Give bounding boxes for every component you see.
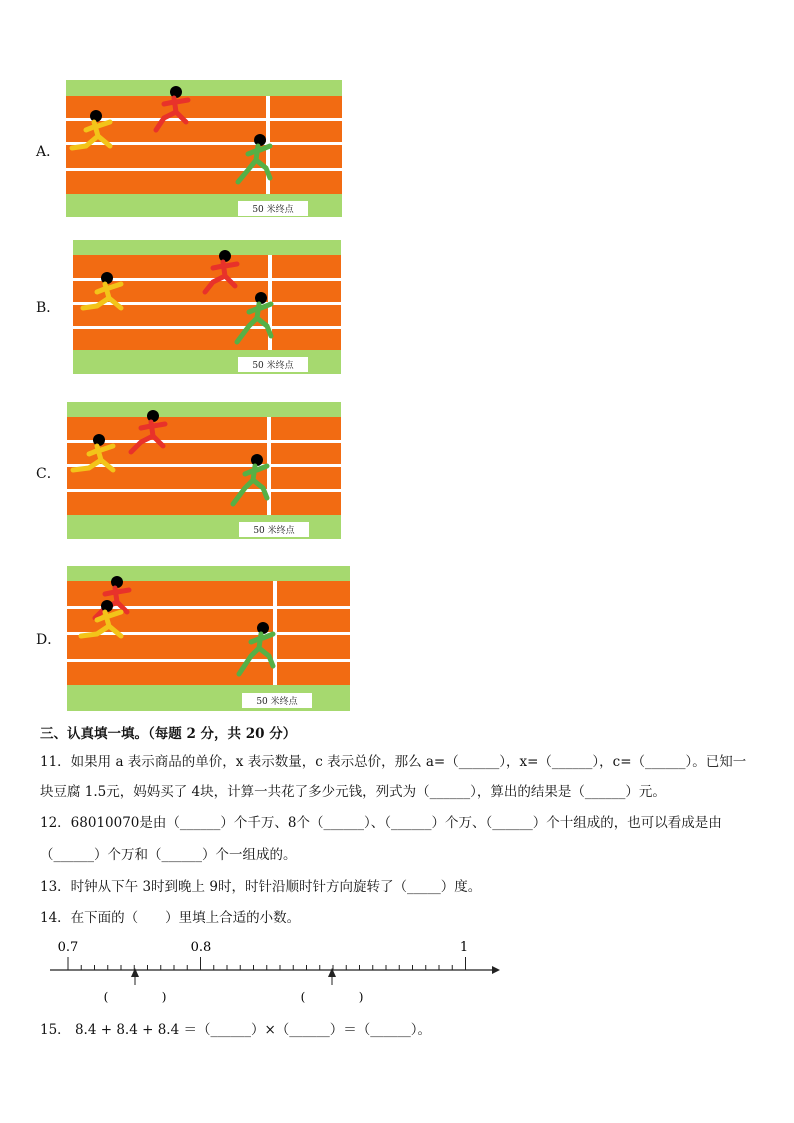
tick-label-0-8: 0.8 [190, 940, 212, 955]
blank-right: ( ) [300, 990, 364, 1004]
track-image-c [67, 402, 341, 539]
track-image-a [66, 80, 342, 217]
question-11-line-1: 11．如果用 a 表示商品的单价，x 表示数量，c 表示总价，那么 a=（______），x=（______），c=（______）。已知一 [40, 754, 747, 770]
question-14: 14．在下面的（ ）里填上合适的小数。 [40, 910, 301, 926]
option-label-a: A． [36, 144, 61, 160]
question-12-line-2: （______）个万和（______）个一组成的。 [40, 847, 297, 863]
question-11-line-2: 块豆腐 1.5元，妈妈买了 4块，计算一共花了多少元钱，列式为（______），算出的结果是（______）元。 [40, 784, 666, 800]
question-13: 13．时钟从下午 3时到晚上 9时，时针沿顺时针方向旋转了（_____）度。 [40, 879, 482, 895]
finish-line-label: 50 米终点 [252, 205, 294, 215]
track-image-b [73, 240, 341, 374]
finish-line-label: 50 米终点 [256, 697, 298, 707]
number-line [40, 935, 510, 1010]
tick-label-0-7: 0.7 [57, 940, 79, 955]
question-15: 15． 8.4 + 8.4 + 8.4 ＝（______）×（______）＝（______）。 [40, 1022, 432, 1038]
track-image-d [67, 566, 350, 711]
question-12-line-1: 12．68010070是由（______）个千万、8个（______）、（______）个万、（______）个十组成的，也可以看成是由 [40, 815, 722, 831]
number-line-ticks [68, 957, 466, 970]
option-label-b: B． [36, 300, 61, 316]
option-label-c: C． [36, 466, 61, 482]
finish-line-label: 50 米终点 [253, 526, 295, 536]
option-label-d: D． [36, 632, 62, 648]
tick-label-1: 1 [459, 940, 469, 955]
section-title: 三、认真填一填。（每题 2 分，共 20 分） [40, 726, 297, 742]
blank-left: ( ) [103, 990, 167, 1004]
finish-line-label: 50 米终点 [252, 361, 294, 371]
